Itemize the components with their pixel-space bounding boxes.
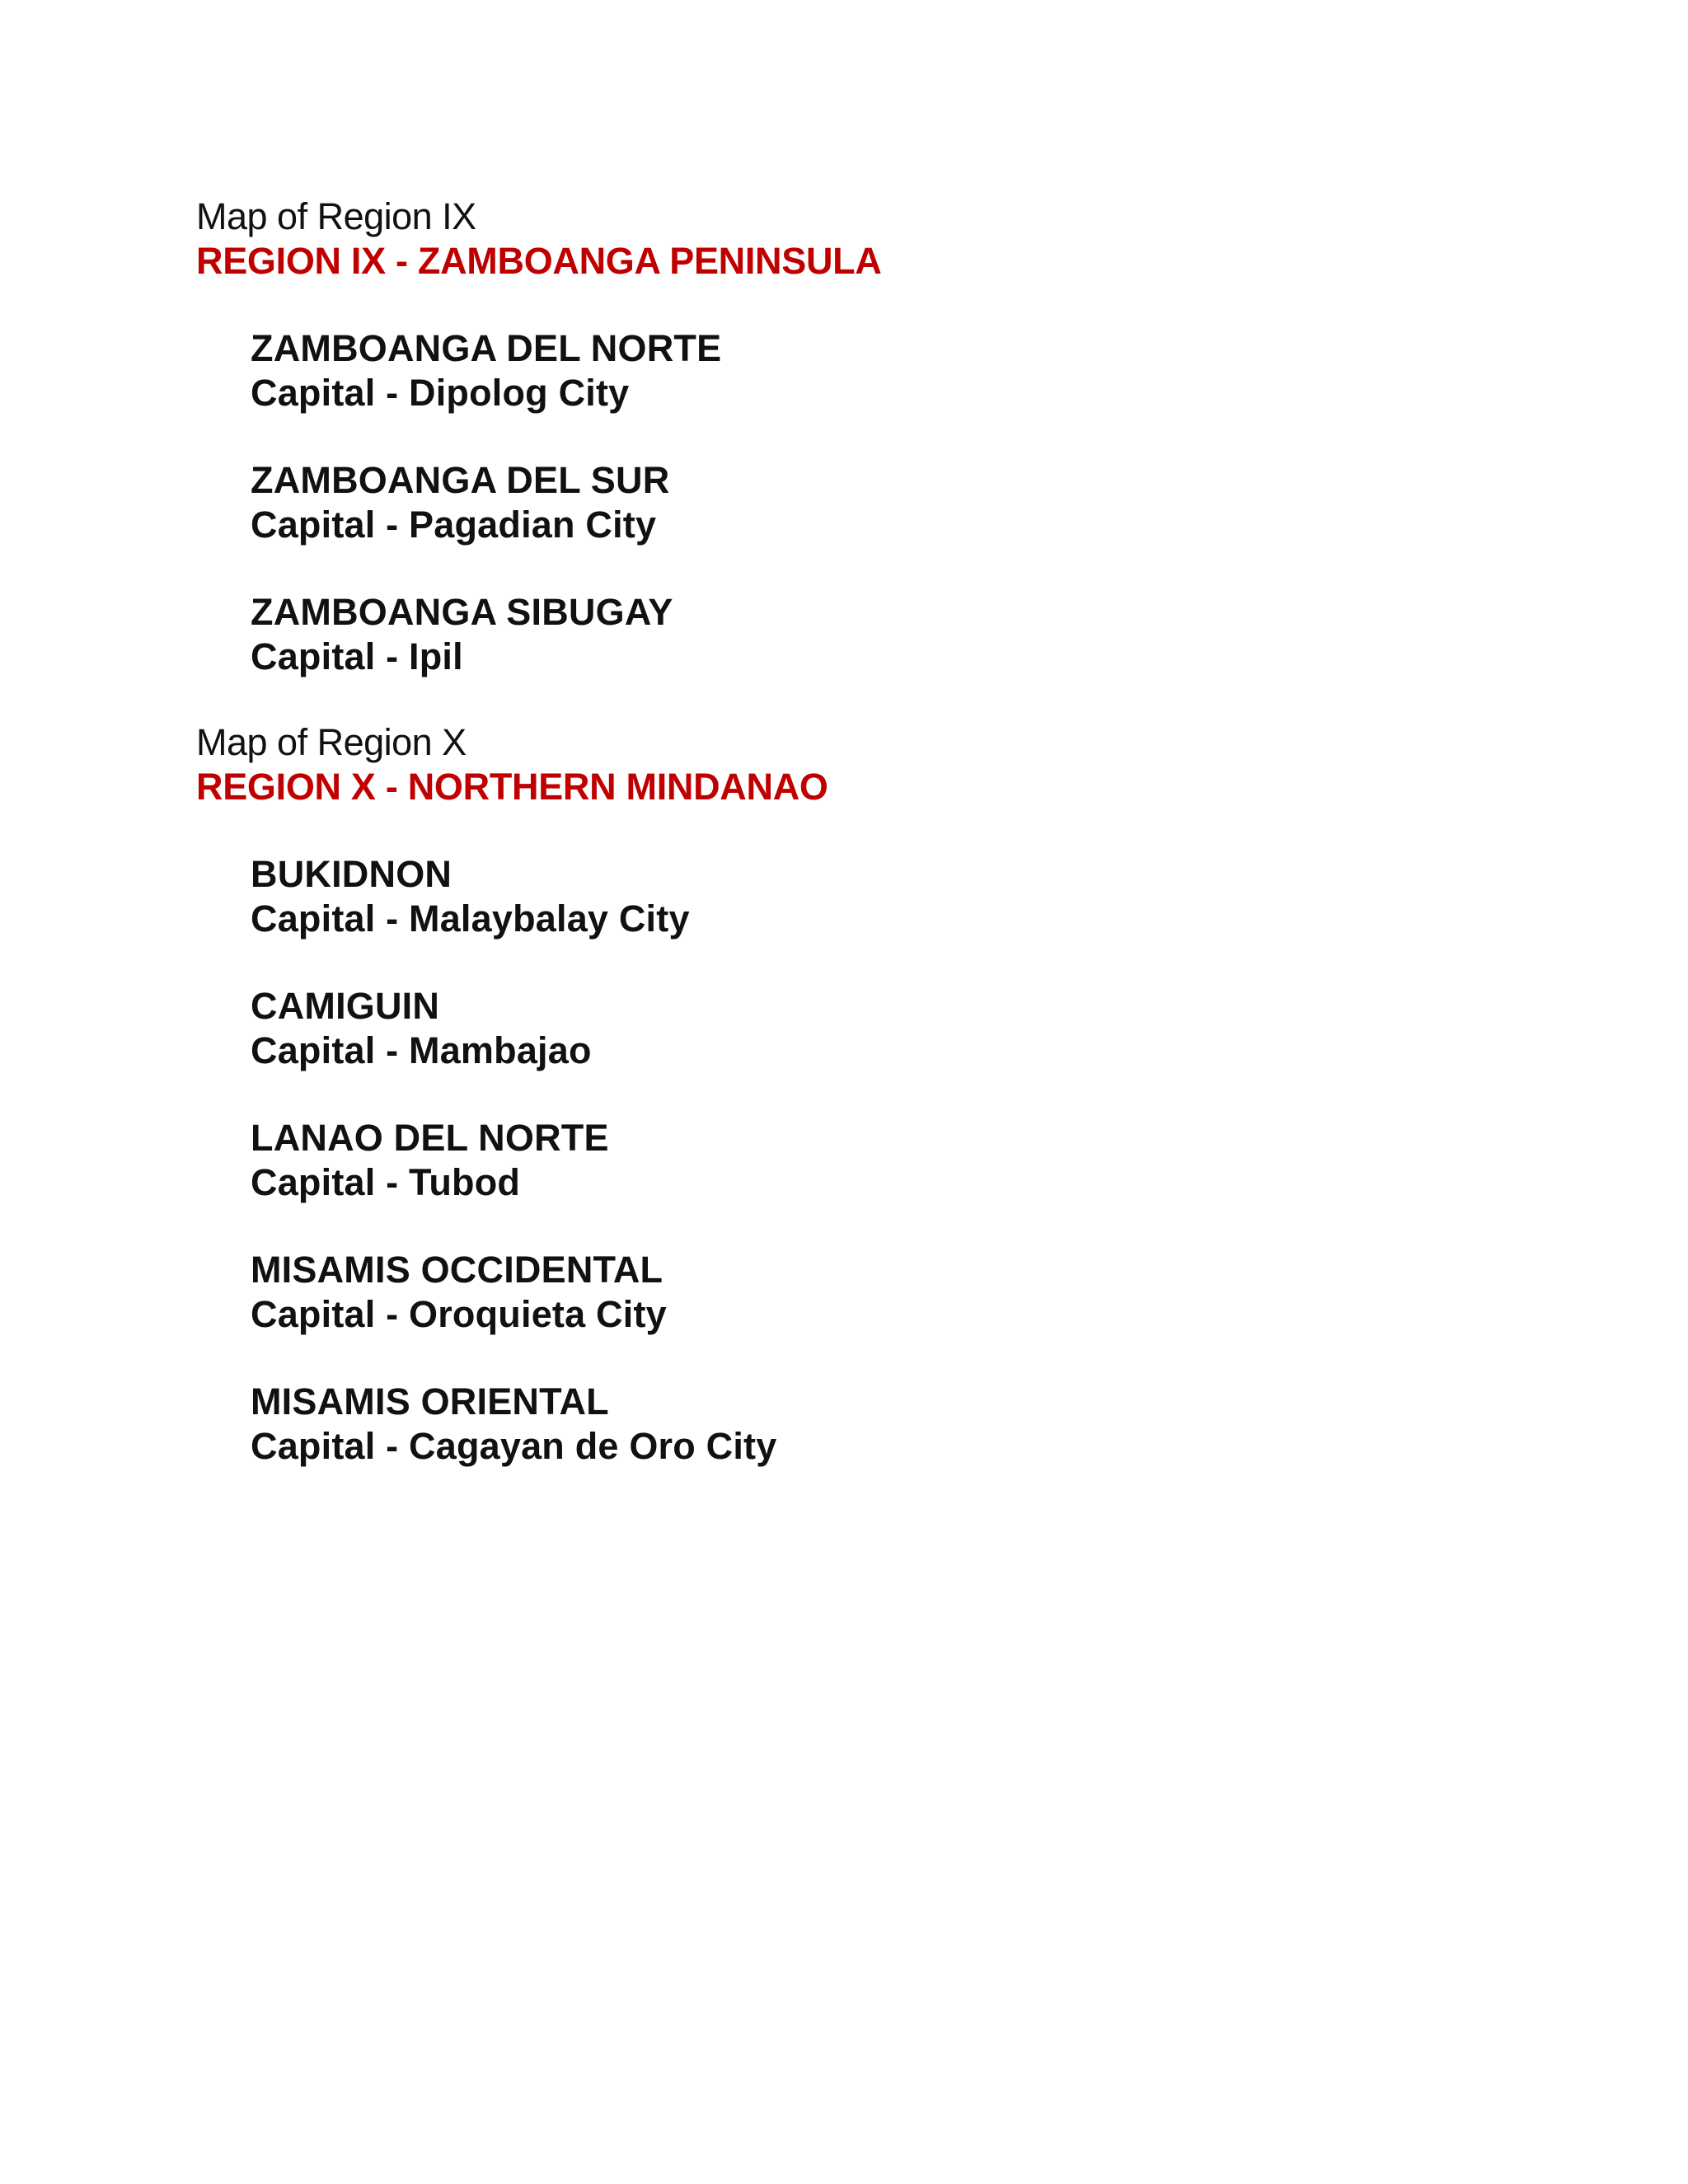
province-capital: Capital - Oroquieta City bbox=[251, 1293, 667, 1335]
province-name: BUKIDNON bbox=[251, 853, 452, 895]
region-ix-map-label: Map of Region IX bbox=[196, 195, 476, 237]
province-item bbox=[251, 326, 1432, 415]
province-name: LANAO DEL NORTE bbox=[251, 1117, 609, 1159]
province-name: ZAMBOANGA SIBUGAY bbox=[251, 591, 673, 633]
province-name: ZAMBOANGA DEL NORTE bbox=[251, 327, 722, 369]
document-content bbox=[196, 194, 1432, 1469]
region-ix-section bbox=[196, 194, 1432, 679]
province-name: CAMIGUIN bbox=[251, 985, 440, 1027]
province-capital: Capital - Mambajao bbox=[251, 1029, 592, 1071]
province-item bbox=[251, 1116, 1432, 1205]
region-x-section bbox=[196, 720, 1432, 1469]
region-x-province-list bbox=[251, 852, 1432, 1469]
province-item bbox=[251, 590, 1432, 679]
region-ix-province-list bbox=[251, 326, 1432, 679]
province-name: MISAMIS OCCIDENTAL bbox=[251, 1249, 663, 1291]
province-item bbox=[251, 1380, 1432, 1469]
province-item bbox=[251, 458, 1432, 547]
province-capital: Capital - Pagadian City bbox=[251, 504, 657, 546]
province-capital: Capital - Malaybalay City bbox=[251, 898, 690, 940]
province-item bbox=[251, 852, 1432, 941]
province-name: MISAMIS ORIENTAL bbox=[251, 1380, 609, 1422]
province-capital: Capital - Ipil bbox=[251, 635, 463, 677]
province-capital: Capital - Dipolog City bbox=[251, 372, 630, 414]
province-item bbox=[251, 1248, 1432, 1337]
region-ix-title: REGION IX - ZAMBOANGA PENINSULA bbox=[196, 240, 882, 282]
province-capital: Capital - Tubod bbox=[251, 1161, 521, 1203]
region-x-title: REGION X - NORTHERN MINDANAO bbox=[196, 766, 828, 808]
province-name: ZAMBOANGA DEL SUR bbox=[251, 459, 670, 501]
province-item bbox=[251, 984, 1432, 1073]
province-capital: Capital - Cagayan de Oro City bbox=[251, 1425, 777, 1467]
region-x-map-label: Map of Region X bbox=[196, 721, 467, 763]
